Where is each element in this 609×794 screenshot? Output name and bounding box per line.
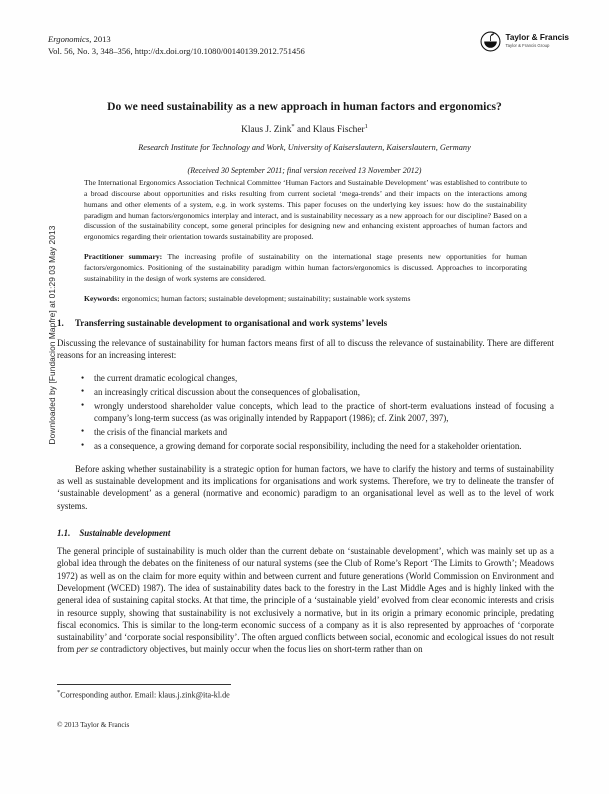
subsection-1-1-body-part1: The general principle of sustainability is much older than the current debate on ‘sustainable development’, which was mainly set up as a global idea through the debates on the finiteness of our natural systems (see the Club of Rome’s Report ‘The Limits to Growth’; Meadows 1972) as well as on the claim for more equity within and between current and future generations (World Commission on Environment and Development (WCED) 1987). The idea of sustainability dates back to the forestry in the Last Middle Ages and is highly linked with the general idea of sustaining capital stocks. At that time, the principle of a ‘sustainable yield’ evolved from clear economic interests and crisis in resource supply, showing that sustainability is not exclusively a normative, but in its origin a primary economic principle, predating fiscal economics. This is similar to the long-term economic success of a company as it is also represented by approaches of ‘corporate sustainability’ and ‘corporate social responsibility’. The often argued conflicts between social, economic and ecological issues do not result from bbox=[57, 546, 554, 655]
list-item: ● wrongly understood shareholder value concepts, which lead to the practice of short-term evaluations instead of focusing a company’s long-term success (as was originally intended by Rappaport (1986); cf. Zink 2007, 397), bbox=[81, 400, 554, 425]
section-number-1: 1. bbox=[57, 318, 64, 328]
corresponding-marker: * bbox=[57, 689, 61, 696]
list-item: ● the crisis of the financial markets and bbox=[81, 426, 554, 438]
journal-name: Ergonomics bbox=[48, 34, 90, 44]
download-watermark: Downloaded by [Fundacion Mapfre] at 01:29 03 May 2013 bbox=[47, 225, 57, 445]
taylor-francis-emblem-icon bbox=[480, 31, 501, 52]
article-body bbox=[57, 317, 554, 656]
journal-volume-line: Vol. 56, No. 3, 348–356, http://dx.doi.org/10.1080/00140139.2012.751456 bbox=[48, 46, 305, 57]
author-one: Klaus J. Zink bbox=[241, 125, 292, 136]
list-item: ● the current dramatic ecological changes, bbox=[81, 372, 554, 384]
latin-phrase: per se bbox=[76, 644, 98, 655]
corresponding-author-note bbox=[57, 689, 230, 700]
keywords-text: ergonomics; human factors; sustainable development; sustainability; sustainable work systems bbox=[119, 293, 411, 303]
footnote-divider bbox=[57, 684, 231, 685]
subsection-number-1-1: 1.1. bbox=[57, 527, 71, 538]
list-item: ● as a consequence, a growing demand for corporate social responsibility, including the need for a stakeholder orientation. bbox=[81, 440, 554, 452]
masthead bbox=[48, 33, 569, 58]
subsection-1-1-body-part2: contradictory objectives, but mainly occur when the focus lies on short-term rather than on bbox=[97, 644, 423, 655]
subsection-title-1-1: Sustainable development bbox=[79, 527, 171, 538]
corresponding-author-text: Corresponding author. Email: klaus.j.zink@ita-kl.de bbox=[60, 690, 230, 700]
author-two-marker: 1 bbox=[364, 123, 368, 131]
subsection-1-1-body bbox=[57, 545, 554, 656]
author-one-marker: * bbox=[291, 123, 295, 131]
publisher-wordmark bbox=[505, 34, 569, 48]
section-heading-1 bbox=[57, 317, 554, 330]
practitioner-summary-text: The increasing profile of sustainability on the international stage presents new opportunities for human factors/ergonomics. Positioning of the sustainability paradigm within human factors/ergonomics is discussed. Approaches to incorporating sustainability in the design of work systems are considered. bbox=[84, 252, 527, 283]
section-1-closing: Before asking whether sustainability is a strategic option for human factors, we have to clarify the history and terms of sustainability as well as sustainable development and its implications for organisations and work systems. Therefore, we try to delineate the transfer of ‘sustainable development’ as a general (normative and economic) paradigm to an organisational level as well as to the level of work systems. bbox=[57, 463, 554, 511]
copyright-notice: © 2013 Taylor & Francis bbox=[57, 721, 130, 729]
keywords bbox=[84, 294, 527, 305]
practitioner-summary bbox=[84, 252, 527, 285]
publisher-name: Taylor & Francis bbox=[505, 33, 569, 43]
publisher-tagline: Taylor & Francis Group bbox=[505, 43, 550, 49]
abstract-block bbox=[84, 178, 527, 305]
keywords-label: Keywords: bbox=[84, 293, 120, 303]
journal-title-line bbox=[48, 33, 305, 45]
journal-info bbox=[48, 33, 305, 58]
author-conjunction: and Klaus Fischer bbox=[294, 125, 365, 136]
abstract-paragraph: The International Ergonomics Association Technical Committee ‘Human Factors and Sustainable Development’ was established to contribute to a broad discourse about opportunities and risks resulting from current societal ‘mega-trends’ and their impacts on the interactions among humans and other elements of a system, e.g. in work systems. This paper focuses on the underlying key issues: how do the sustainability paradigm and human factors/ergonomics interplay and interact, and is sustainability necessary as a new approach for our discipline? Based on a discussion of the sustainability concept, some general principles for designing new and enhancing existent approaches of human factors and ergonomics regarding their orientation towards sustainability are proposed. bbox=[84, 178, 527, 242]
subsection-heading-1-1 bbox=[57, 527, 554, 539]
journal-year: , 2013 bbox=[89, 34, 111, 44]
practitioner-summary-label: Practitioner summary: bbox=[84, 252, 163, 262]
title-block bbox=[62, 99, 547, 175]
list-item: ● an increasingly critical discussion about the consequences of globalisation, bbox=[81, 386, 554, 398]
section-title-1: Transferring sustainable development to organisational and work systems’ levels bbox=[74, 318, 388, 328]
author-list bbox=[62, 123, 547, 135]
affiliation: Research Institute for Technology and Work, University of Kaiserslautern, Kaiserslautern, Germany bbox=[138, 143, 471, 153]
reasons-list bbox=[57, 372, 554, 452]
publisher-logo bbox=[480, 31, 569, 52]
section-1-intro: Discussing the relevance of sustainability for human factors means first of all to discuss the relevance of sustainability. There are different reasons for an increasing interest: bbox=[57, 337, 554, 360]
received-dates: (Received 30 September 2011; final version received 13 November 2012) bbox=[187, 166, 422, 176]
page-title: Do we need sustainability as a new approach in human factors and ergonomics? bbox=[107, 100, 502, 113]
